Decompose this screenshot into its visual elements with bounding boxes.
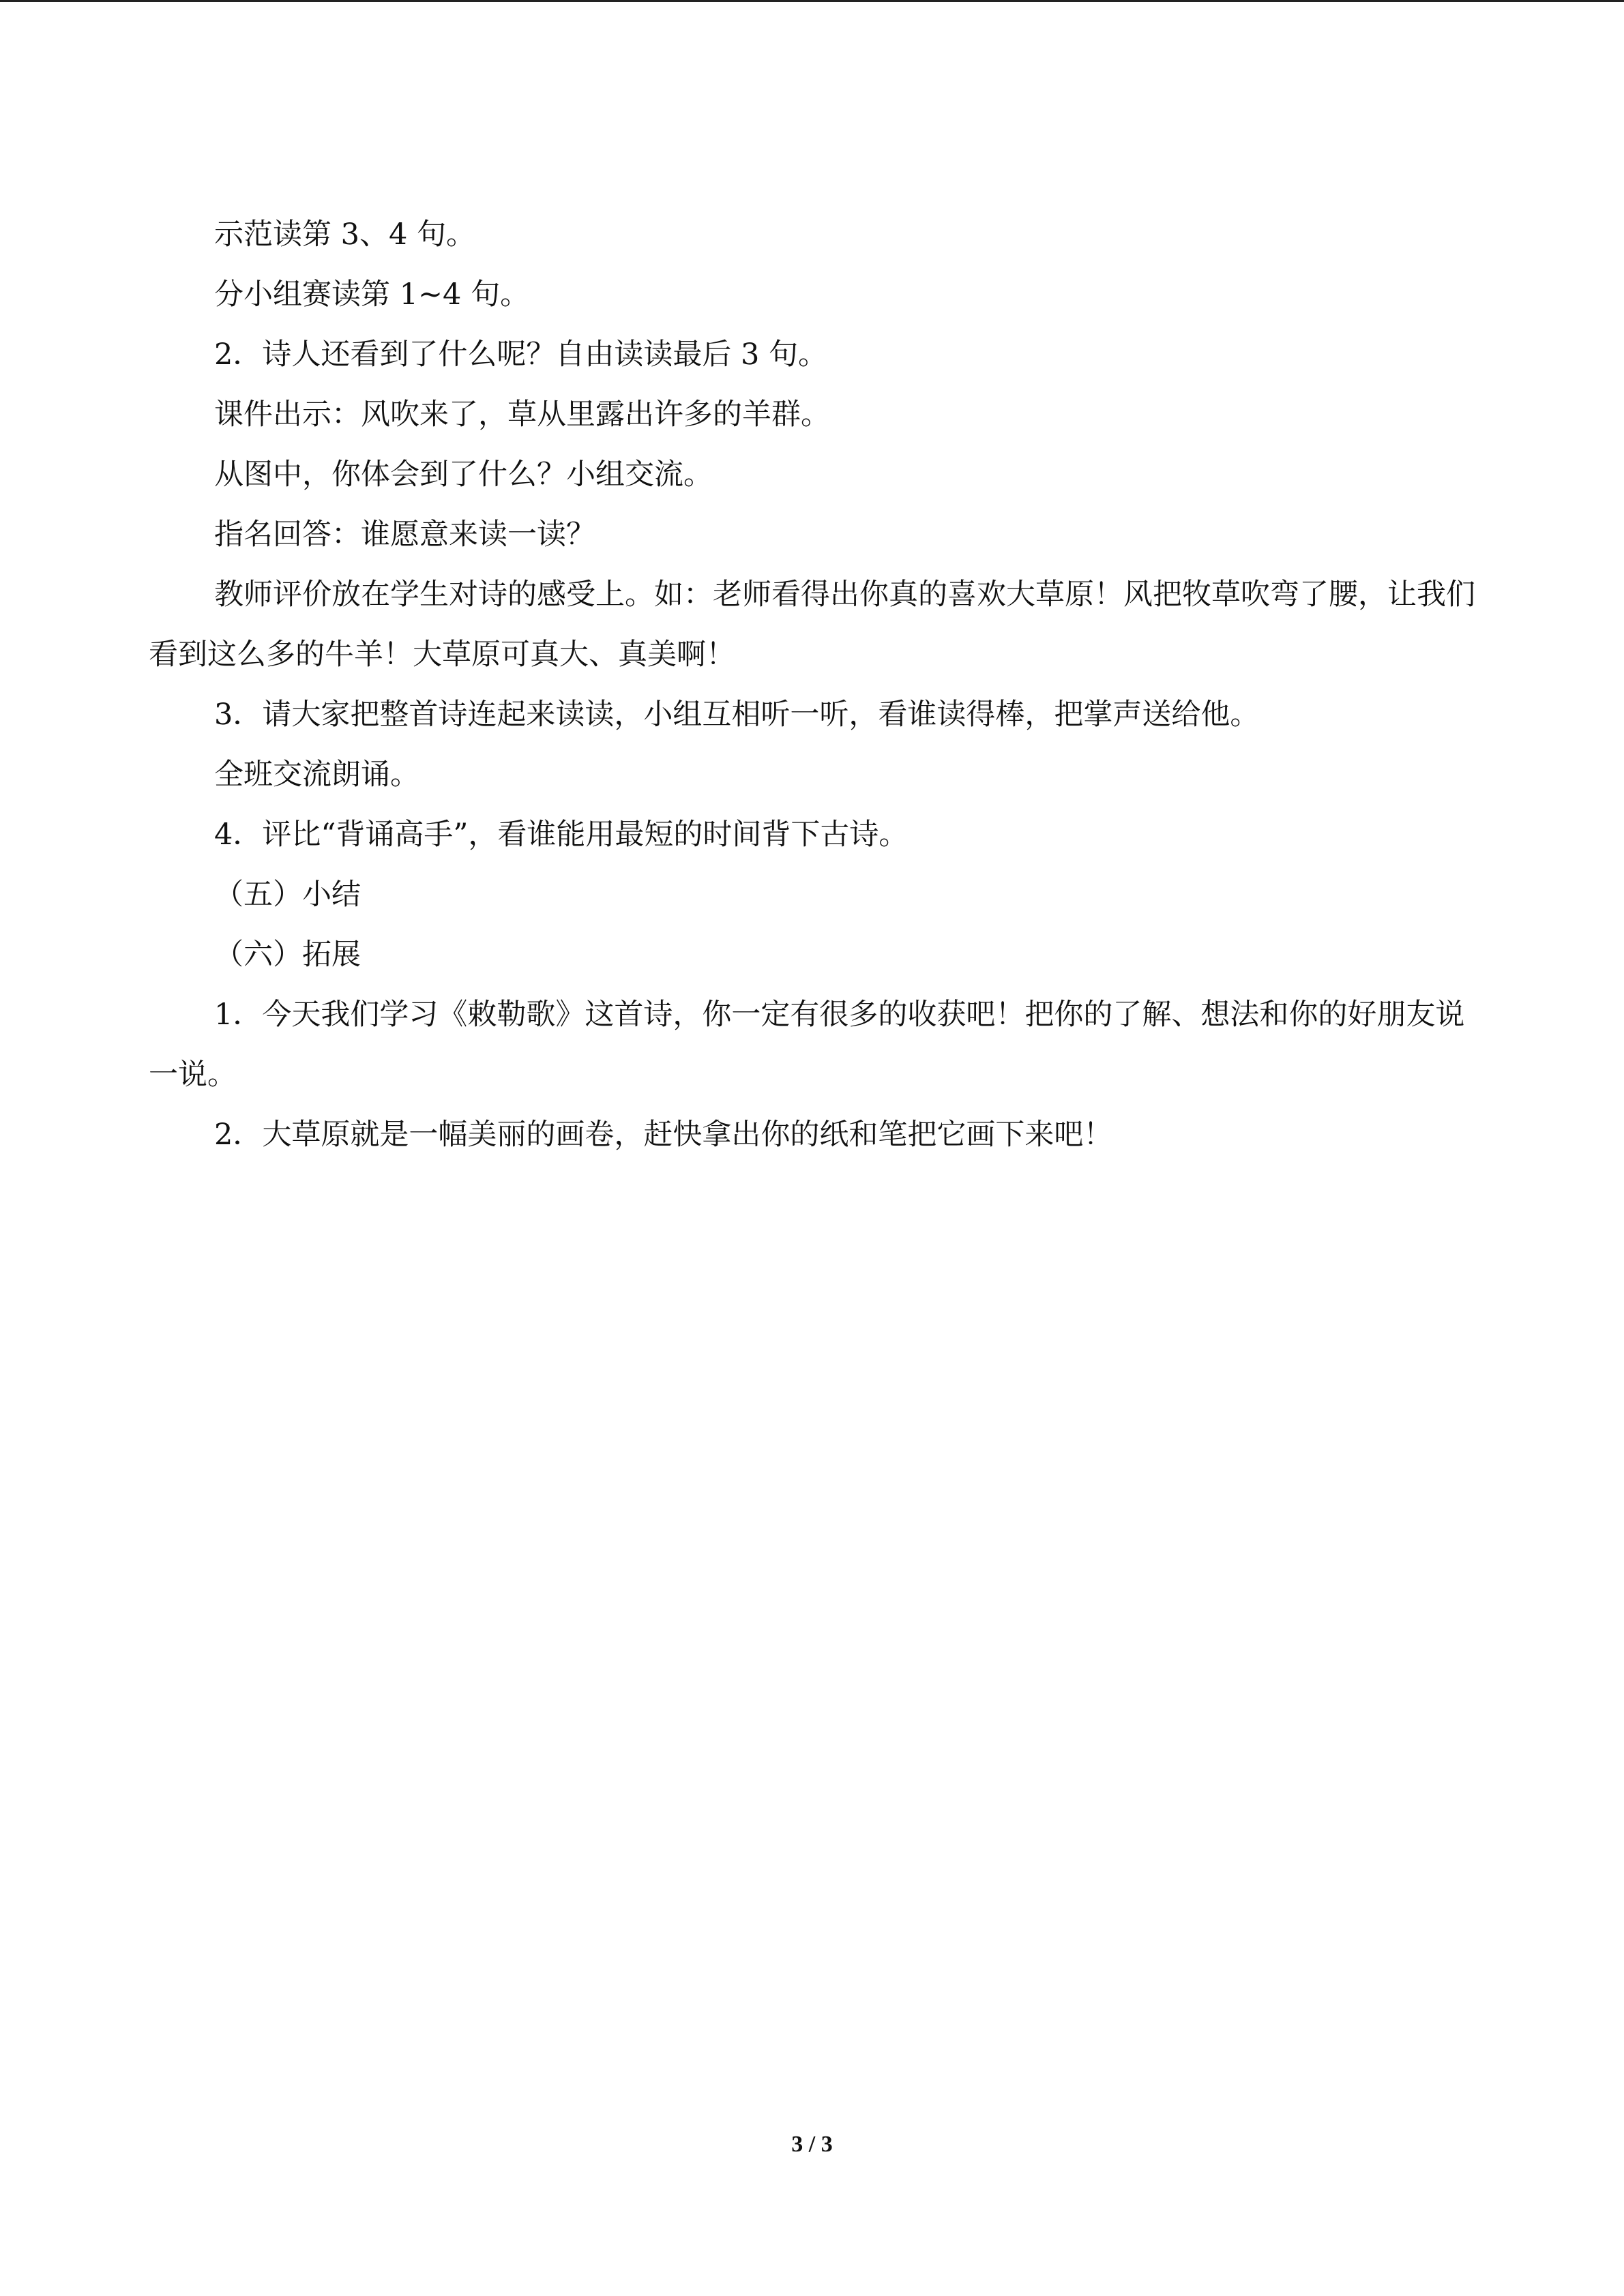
paragraph-10: 4．评比“背诵高手”，看谁能用最短的时间背下古诗。 (214, 818, 909, 852)
paragraph-7: 教师评价放在学生对诗的感受上。如：老师看得出你真的喜欢大草原！风把牧草吹弯了腰，让我们看到这么多的牛羊！大草原可真大、真美啊！ (149, 578, 1475, 672)
section-heading-summary: （五）小结 (214, 878, 361, 912)
paragraph-6: 指名回答：谁愿意来读一读？ (214, 518, 595, 552)
document-page (149, 0, 1475, 1165)
page-number: 3 / 3 (791, 2132, 833, 2157)
paragraph-14: 2．大草原就是一幅美丽的画卷，赶快拿出你的纸和笔把它画下来吧！ (214, 1118, 1113, 1152)
paragraph-4: 课件出示：风吹来了，草从里露出许多的羊群。 (214, 398, 830, 432)
paragraph-2: 分小组赛读第 1~4 句。 (214, 278, 530, 312)
paragraph-9: 全班交流朗诵。 (214, 758, 419, 792)
section-heading-extension: （六）拓展 (214, 938, 361, 972)
paragraph-8: 3．请大家把整首诗连起来读读，小组互相听一听，看谁读得棒，把掌声送给他。 (214, 698, 1260, 732)
paragraph-3: 2．诗人还看到了什么呢？自由读读最后 3 句。 (214, 338, 828, 372)
paragraph-1: 示范读第 3、4 句。 (214, 218, 476, 252)
paragraph-13: 1．今天我们学习《敕勒歌》这首诗，你一定有很多的收获吧！把你的了解、想法和你的好朋友说一说。 (149, 998, 1465, 1092)
paragraph-5: 从图中，你体会到了什么？小组交流。 (214, 458, 713, 492)
